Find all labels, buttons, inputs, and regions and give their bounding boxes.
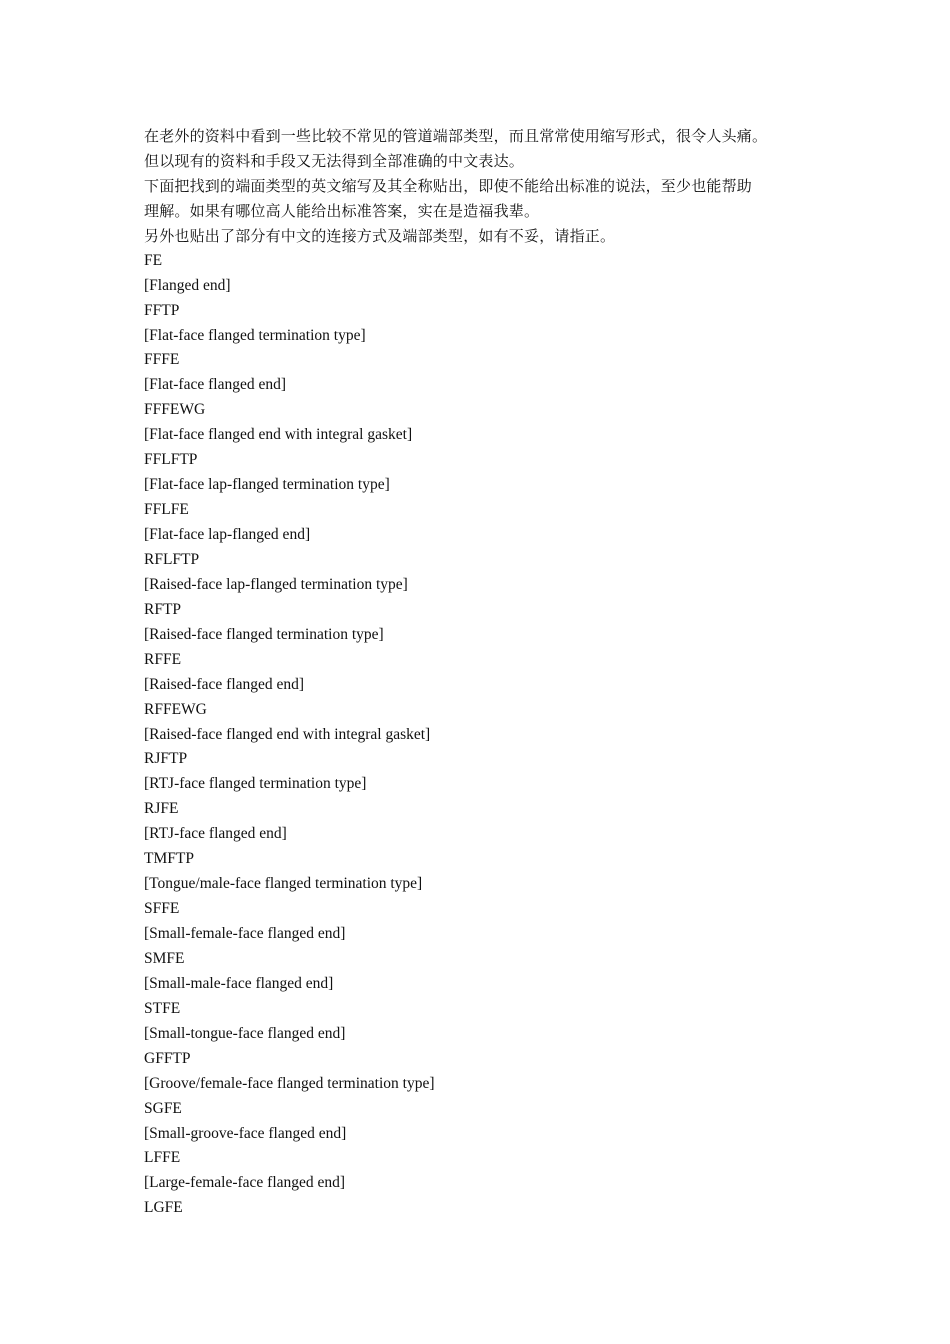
abbreviation: FFTP [144, 301, 180, 319]
list-item [144, 1097, 834, 1147]
list-item [144, 348, 834, 398]
abbreviation: RJFTP [144, 750, 188, 768]
full-name: [RTJ-face flanged end] [144, 825, 287, 843]
list-item [144, 498, 834, 548]
full-name: [RTJ-face flanged termination type] [144, 775, 367, 793]
full-name: [Raised-face flanged end with integral gasket] [144, 725, 431, 743]
full-name: [Raised-face lap-flanged termination type] [144, 575, 408, 593]
full-name: [Small-groove-face flanged end] [144, 1124, 347, 1142]
list-item [144, 1196, 834, 1221]
list-item [144, 997, 834, 1047]
list-item [144, 698, 834, 748]
full-name: [Small-female-face flanged end] [144, 925, 346, 942]
full-name: [Flat-face lap-flanged termination type] [144, 476, 390, 494]
abbreviation: SMFE [144, 949, 185, 967]
full-name: [Flat-face flanged end with integral gasket] [144, 426, 413, 444]
abbreviation: LGFE [144, 1199, 183, 1217]
list-item [144, 249, 834, 299]
abbreviation: LFFE [144, 1149, 181, 1167]
list-item [144, 548, 834, 598]
intro-paragraph [144, 124, 834, 249]
abbreviation: FFFE [144, 351, 180, 369]
list-item [144, 1146, 834, 1196]
full-name: [Flat-face flanged termination type] [144, 326, 366, 344]
intro-line: 下面把找到的端面类型的英文缩写及其全称贴出，即使不能给出标准的说法，至少也能帮助 [144, 176, 753, 195]
list-item [144, 398, 834, 448]
full-name: [Large-female-face flanged end] [144, 1174, 346, 1192]
intro-line: 在老外的资料中看到一些比较不常见的管道端部类型，而且常常使用缩写形式，很令人头痛。 [144, 127, 768, 145]
abbreviation: FE [144, 251, 163, 269]
abbreviation: STFE [144, 999, 181, 1017]
intro-line: 理解。如果有哪位高人能给出标准答案，实在是造福我辈。 [144, 201, 540, 220]
abbreviation: SGFE [144, 1099, 182, 1117]
document-page [144, 124, 834, 1221]
abbreviation: SFFE [144, 900, 180, 918]
termination-type-list [144, 249, 834, 1222]
full-name: [Flat-face flanged end] [144, 376, 287, 394]
list-item [144, 847, 834, 897]
full-name: [Small-tongue-face flanged end] [144, 1024, 346, 1042]
list-item [144, 299, 834, 349]
abbreviation: RFLFTP [144, 550, 200, 568]
full-name: [Groove/female-face flanged termination type] [144, 1074, 435, 1092]
list-item [144, 448, 834, 498]
full-name: [Flat-face lap-flanged end] [144, 526, 311, 543]
intro-line: 另外也贴出了部分有中文的连接方式及端部类型，如有不妥，请指正。 [144, 226, 616, 245]
list-item [144, 897, 834, 947]
list-item [144, 747, 834, 797]
list-item [144, 598, 834, 648]
full-name: [Small-male-face flanged end] [144, 974, 334, 992]
abbreviation: FFFEWG [144, 401, 206, 419]
intro-line: 但以现有的资料和手段又无法得到全部准确的中文表达。 [144, 151, 525, 170]
abbreviation: TMFTP [144, 850, 194, 868]
full-name: [Flanged end] [144, 276, 231, 294]
abbreviation: RFFEWG [144, 700, 207, 718]
abbreviation: RFFE [144, 650, 182, 668]
full-name: [Raised-face flanged end] [144, 675, 305, 693]
list-item [144, 947, 834, 997]
list-item [144, 648, 834, 698]
list-item [144, 797, 834, 847]
abbreviation: RFTP [144, 600, 182, 618]
full-name: [Raised-face flanged termination type] [144, 625, 384, 643]
abbreviation: FFLFTP [144, 451, 198, 469]
list-item [144, 1047, 834, 1097]
abbreviation: FFLFE [144, 501, 189, 519]
abbreviation: RJFE [144, 800, 179, 818]
full-name: [Tongue/male-face flanged termination type] [144, 875, 423, 893]
abbreviation: GFFTP [144, 1049, 191, 1067]
